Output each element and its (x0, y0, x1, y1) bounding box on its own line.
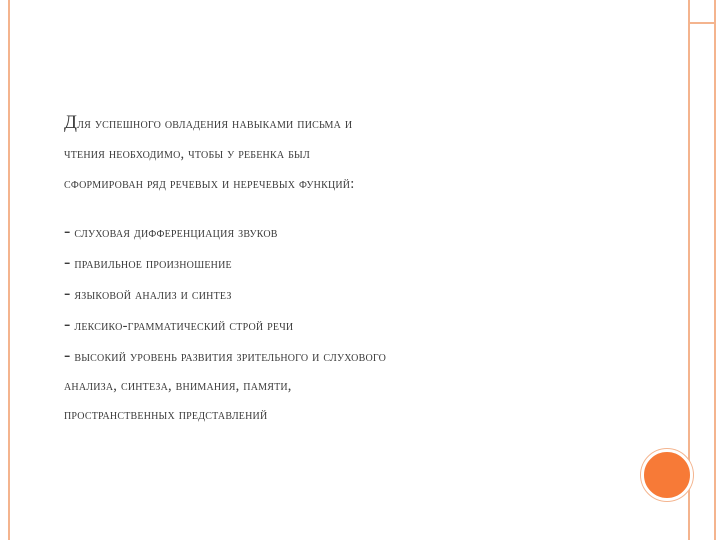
slide-body (64, 108, 664, 430)
list-item-continuation: анализа, синтеза, внимания, памяти, (64, 378, 292, 394)
list-item-continuation: пространственных представлений (64, 407, 268, 423)
frame-line-right-outer (714, 0, 716, 540)
intro-line-2: чтения необходимо, чтобы у ребенка был (64, 146, 310, 162)
intro-line-1-rest: ля успешного овладения навыками письма и (77, 116, 353, 132)
list-item (64, 341, 664, 372)
intro-first-letter: Д (64, 112, 78, 133)
frame-line-top (688, 22, 716, 24)
list-item-text: лексико-грамматический строй речи (74, 318, 294, 334)
dash-bullet: - (64, 221, 71, 242)
frame-line-left (8, 0, 10, 540)
intro-line-3: сформирован ряд речевых и неречевых функций: (64, 176, 355, 192)
list-item-text: слуховая дифференциация звуков (74, 225, 278, 241)
frame-line-right (688, 0, 690, 540)
dash-bullet: - (64, 283, 71, 304)
list-item (64, 279, 664, 310)
decorative-circle-icon (641, 449, 693, 501)
list-item-text: языковой анализ и синтез (74, 287, 232, 303)
list-item-text: правильное произношение (74, 256, 232, 272)
list-item-text: высокий уровень развития зрительного и слухового (74, 349, 387, 365)
list-item (64, 217, 664, 248)
dash-bullet: - (64, 252, 71, 273)
intro-line-1 (64, 108, 664, 139)
dash-bullet: - (64, 314, 71, 335)
list-item (64, 248, 664, 279)
dash-bullet: - (64, 345, 71, 366)
list-item (64, 310, 664, 341)
